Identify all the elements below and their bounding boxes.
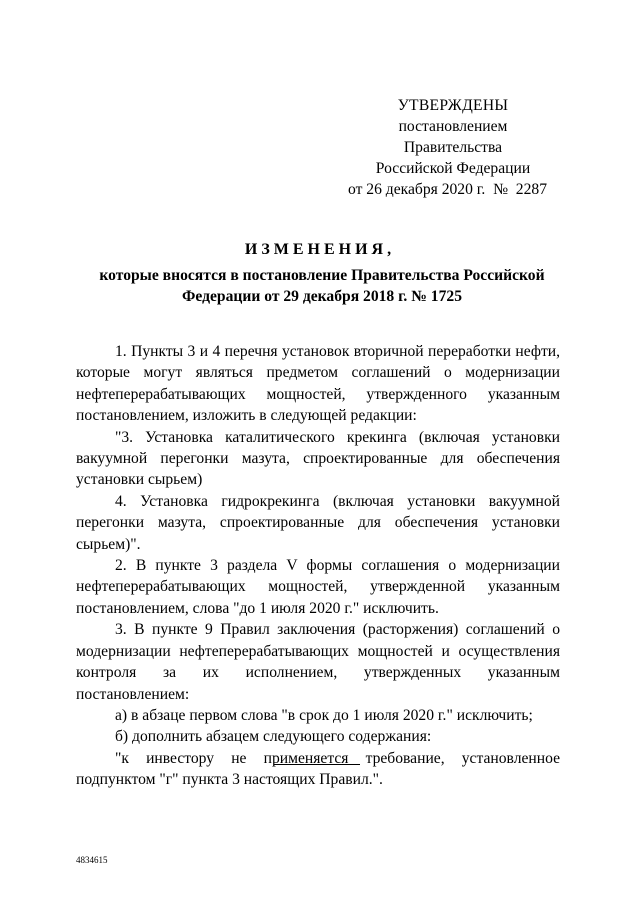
closing-rule xyxy=(274,764,360,765)
document-title: ИЗМЕНЕНИЯ, xyxy=(244,241,396,258)
approval-line-1: постановлением Правительства xyxy=(398,118,508,156)
approval-stamp xyxy=(348,95,558,200)
paragraph-1: 1. Пункты 3 и 4 перечня установок вторичной переработки нефти, которые могут являться предметом соглашений о модернизации нефтеперерабатывающих мощностей, утвержденного указанным постановлением, изложить в следующей редакции: xyxy=(76,343,560,425)
paragraph-6: а) в абзаце первом слова "в срок до 1 июля 2020 г." исключить; xyxy=(115,706,533,724)
paragraph-4: 2. В пункте 3 раздела V формы соглашения о модернизации нефтеперерабатывающих мощностей, утвержденной указанным постановлением, слова "до 1 июля 2020 г." исключить. xyxy=(76,557,560,617)
document-body xyxy=(76,341,560,791)
subtitle-line-1: которые вносятся в постановление Правительства Российской xyxy=(99,267,545,284)
approval-line-2: Российской Федерации xyxy=(375,160,531,177)
document-subtitle xyxy=(96,265,548,307)
paragraph-2: "3. Установка каталитического крекинга (включая установки вакуумной перегонки мазута, спроектированные для обеспечения установки сырьем) xyxy=(76,428,560,489)
subtitle-line-2: Федерации от 29 декабря 2018 г. № 1725 xyxy=(181,288,462,305)
paragraph-5: 3. В пункте 9 Правил заключения (расторжения) соглашений о модернизации нефтеперерабатывающих мощностей и осуществления контроля за их исполнением, утвержденных указанным постановлением: xyxy=(76,621,560,703)
approval-title: УТВЕРЖДЕНЫ xyxy=(397,97,509,114)
paragraph-8: "к инвестору не применяется требование, установленное подпунктом "г" пункта 3 настоящих Правил.". xyxy=(76,749,560,789)
paragraph-3: 4. Установка гидрокрекинга (включая установки вакуумной перегонки мазута, спроектированные для обеспечения установки сырьем)". xyxy=(76,492,560,553)
paragraph-7: б) дополнить абзацем следующего содержания: xyxy=(115,728,432,746)
approval-date-number: от 26 декабря 2020 г. № 2287 xyxy=(348,181,547,198)
document-code: 4834615 xyxy=(76,855,108,865)
